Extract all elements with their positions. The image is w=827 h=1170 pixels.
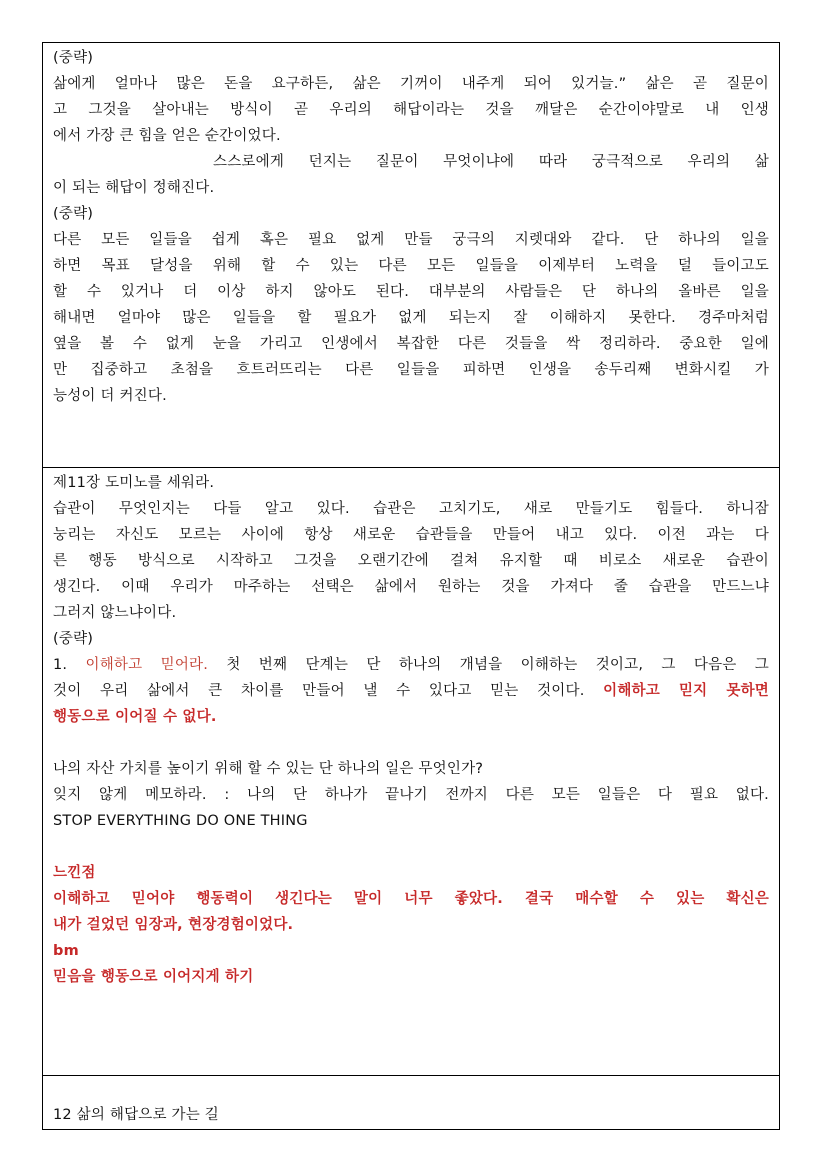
bm-label: bm [53, 943, 79, 959]
text-line: 능성이 더 커진다. [53, 388, 167, 404]
text-line: 생긴다. 이때 우리가 마주하는 선택은 삶에서 원하는 것을 가져다 줄 습관을 만드느냐 [53, 579, 769, 595]
feel-title: 느낀점 [53, 865, 96, 881]
excerpt-cell-1 [42, 42, 780, 468]
text-line [53, 678, 769, 704]
chapter-title: 제11장 도미노를 세워라. [53, 475, 215, 491]
text-line: 하면 목표 달성을 위해 할 수 있는 다른 모든 일들을 이제부터 노력을 덜 들이고도 [53, 258, 769, 274]
text-line: 옆을 볼 수 없게 눈을 가리고 인생에서 복잡한 다른 것들을 싹 정리하라. 중요한 일에 [53, 336, 769, 352]
omitted-marker: (중략) [53, 631, 94, 647]
chapter-12-cell [42, 1076, 780, 1130]
highlight-bold-red: 행동으로 이어질 수 없다. [53, 709, 217, 725]
omitted-marker: (중략) [53, 50, 94, 66]
chapter-11-cell [42, 468, 780, 1076]
bm-text: 믿음을 행동으로 이어지게 하기 [53, 969, 254, 985]
text-line: 삶에게 얼마나 많은 돈을 요구하든, 삶은 기꺼이 내주게 되어 있거늘.” 삶은 곧 질문이 [53, 76, 769, 92]
omitted-marker: (중략) [53, 206, 94, 222]
list-text: 첫 번째 단계는 단 하나의 개념을 이해하는 것이고, 그 다음은 그 [208, 657, 769, 673]
highlight-bold-red: 이해하고 믿지 못하면 [603, 683, 769, 699]
spacer [53, 834, 769, 860]
text-line: 에서 가장 큰 힘을 얻은 순간이었다. [53, 128, 281, 144]
text-line: 그러지 않느냐이다. [53, 605, 177, 621]
chapter-title: 12 삶의 해답으로 가는 길 [53, 1107, 219, 1123]
stop-line: STOP EVERYTHING DO ONE THING [53, 813, 308, 829]
feel-text: 이해하고 믿어야 행동력이 생긴다는 말이 너무 좋았다. 결국 매수할 수 있는 확신은 [53, 891, 769, 907]
text-line: 고 그것을 살아내는 방식이 곧 우리의 해답이라는 것을 깨달은 순간이야말로 내 인생 [53, 102, 769, 118]
text-line: 습관이 무엇인지는 다들 알고 있다. 습관은 고치기도, 새로 만들기도 힘들다. 하니잠 [53, 501, 769, 517]
highlight-red: 이해하고 믿어라. [85, 657, 209, 673]
list-number: 1. [53, 657, 86, 673]
list-text: 것이 우리 삶에서 큰 차이를 만들어 낼 수 있다고 믿는 것이다. [53, 683, 604, 699]
text-line: 해내면 얼마야 많은 일들을 할 필요가 없게 되는지 잘 이해하지 못한다. 경주마처럼 [53, 310, 769, 326]
text-line: 만 집중하고 초첨을 흐트러뜨리는 다른 일들을 피하면 인생을 송두리째 변화시킬 가 [53, 362, 769, 378]
list-item-1 [53, 652, 769, 678]
text-line: 할 수 있거나 더 이상 하지 않아도 된다. 대부분의 사람들은 단 하나의 올바른 일을 [53, 284, 769, 300]
text-line: 눙리는 자신도 모르는 사이에 항상 새로운 습관들을 만들어 내고 있다. 이전 과는 다 [53, 527, 769, 543]
question-line: 나의 자산 가치를 높이기 위해 할 수 있는 단 하나의 일은 무엇인가? [53, 761, 484, 777]
text-line: 이 되는 해답이 정해진다. [53, 180, 215, 196]
feel-text: 내가 걸었던 임장과, 현장경험이었다. [53, 917, 294, 933]
text-line: 다른 모든 일들을 쉽게 혹은 필요 없게 만들 궁극의 지렛대와 같다. 단 하나의 일을 [53, 232, 769, 248]
spacer [53, 730, 769, 756]
text-line: 스스로에게 던지는 질문이 무엇이냐에 따라 궁극적으로 우리의 삶 [213, 154, 769, 170]
memo-line: 잊지 않게 메모하라. : 나의 단 하나가 끝나기 전까지 다른 모든 일들은 다 필요 없다. [53, 787, 769, 803]
text-line: 른 행동 방식으로 시작하고 그것을 오랜기간에 걸쳐 유지할 때 비로소 새로운 습관이 [53, 553, 769, 569]
document-table [42, 42, 780, 1130]
